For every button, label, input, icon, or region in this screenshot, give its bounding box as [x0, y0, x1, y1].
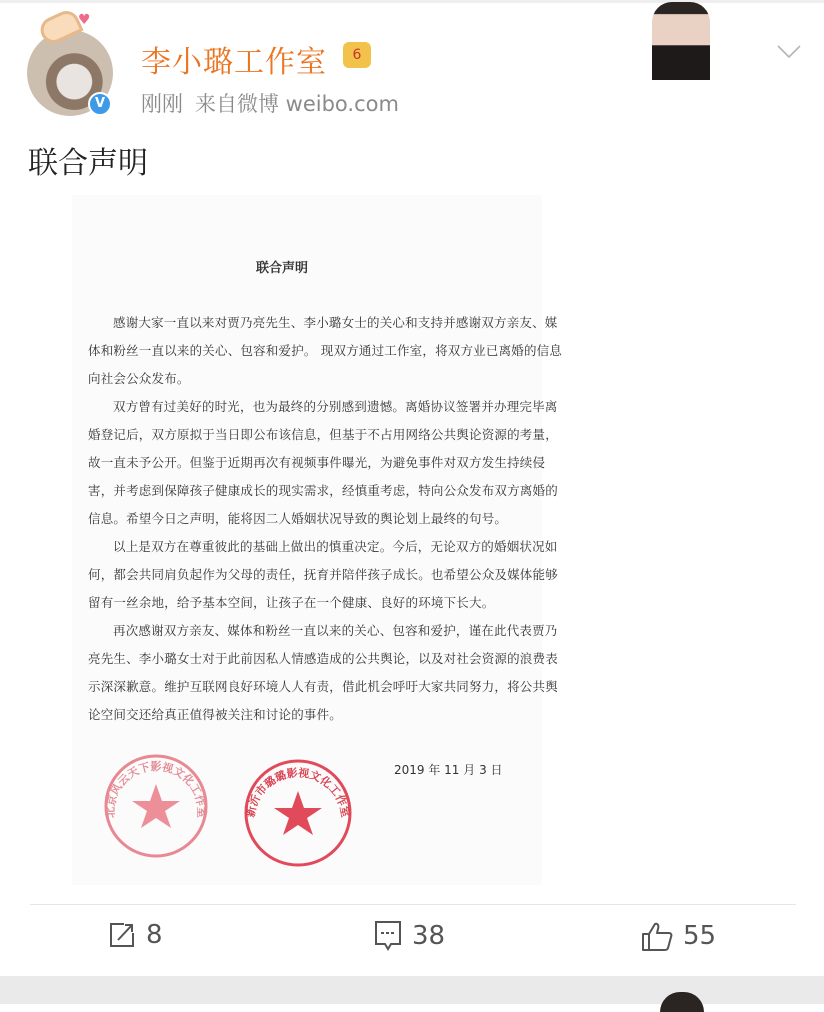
document-line: 故一直未予公开。但鉴于近期再次有视频事件曝光，为避免事件对双方发生持续侵: [88, 455, 546, 470]
member-level: 6: [352, 47, 362, 63]
svg-text:新沂市璐璐影视文化工作室: 新沂市璐璐影视文化工作室: [243, 766, 353, 819]
seal-right: [240, 755, 356, 871]
post-source: 来自微博 weibo.com: [195, 92, 399, 116]
heart-icon: ♥: [78, 12, 91, 28]
document-line: 留有一丝余地，给予基本空间，让孩子在一个健康、良好的环境下长大。: [88, 595, 495, 610]
document-line: 再次感谢双方亲友、媒体和粉丝一直以来的关心、包容和爱护，谨在此代表贾乃: [113, 623, 558, 638]
document-line: 体和粉丝一直以来的关心、包容和爱护。 现双方通过工作室，将双方业已离婚的信息: [88, 343, 563, 358]
top-divider: [0, 0, 824, 3]
star-icon: [274, 791, 322, 835]
document-line: 双方曾有过美好的时光，也为最终的分别感到遗憾。离婚协议签署并办理完毕离: [113, 399, 558, 414]
like-count: 55: [683, 921, 717, 951]
svg-text:北京风云天下影视文化工作室: 北京风云天下影视文化工作室: [103, 760, 209, 818]
seal-left: [100, 750, 212, 862]
comment-button[interactable]: [374, 920, 445, 952]
verified-badge-icon: V: [88, 92, 112, 116]
decoration-portrait: [652, 2, 710, 80]
action-divider: [30, 904, 796, 905]
document-date: 2019 年 11 月 3 日: [394, 763, 503, 777]
repost-button[interactable]: [108, 920, 163, 950]
post-time: 刚刚: [141, 92, 183, 116]
repost-icon: [108, 921, 136, 949]
document-line: 示深深歉意。维护互联网良好环境人人有责，借此机会呼吁大家共同努力，将公共舆: [88, 679, 558, 694]
post-text: 联合声明: [28, 146, 148, 181]
document-line: 婚登记后，双方原拟于当日即公布该信息，但基于不占用网络公共舆论资源的考量，: [88, 427, 558, 442]
document-line: 害，并考虑到保障孩子健康成长的现实需求，经慎重考虑，特向公众发布双方离婚的: [88, 483, 558, 498]
star-icon: [132, 784, 180, 828]
comment-count: 38: [412, 921, 446, 951]
post-meta: [141, 88, 411, 118]
document-body: [88, 313, 563, 733]
document-line: 信息。希望今日之声明，能将因二人婚姻状况导致的舆论划上最终的句号。: [88, 511, 508, 526]
document-line: 亮先生、李小璐女士对于此前因私人情感造成的公共舆论，以及对社会资源的浪费表: [88, 651, 558, 666]
document-line: 感谢大家一直以来对贾乃亮先生、李小璐女士的关心和支持并感谢双方亲友、媒: [113, 315, 558, 330]
member-crown-icon[interactable]: [343, 42, 371, 68]
author-name[interactable]: 李小璐工作室: [141, 45, 327, 80]
document-line: 向社会公众发布。: [88, 371, 190, 386]
chevron-down-icon[interactable]: [776, 38, 802, 64]
document-title: 联合声明: [255, 261, 308, 276]
comment-icon: [374, 920, 402, 952]
like-button[interactable]: [641, 920, 716, 952]
thumbs-up-icon: [641, 920, 673, 952]
document-line: 论空间交还给真正值得被关注和讨论的事件。: [88, 707, 343, 722]
document-line: 以上是双方在尊重彼此的基础上做出的慎重决定。今后，无论双方的婚姻状况如: [113, 539, 558, 554]
repost-count: 8: [146, 920, 163, 950]
document-line: 何，都会共同肩负起作为父母的责任，抚育并陪伴孩子成长。也希望公众及媒体能够: [88, 567, 558, 582]
